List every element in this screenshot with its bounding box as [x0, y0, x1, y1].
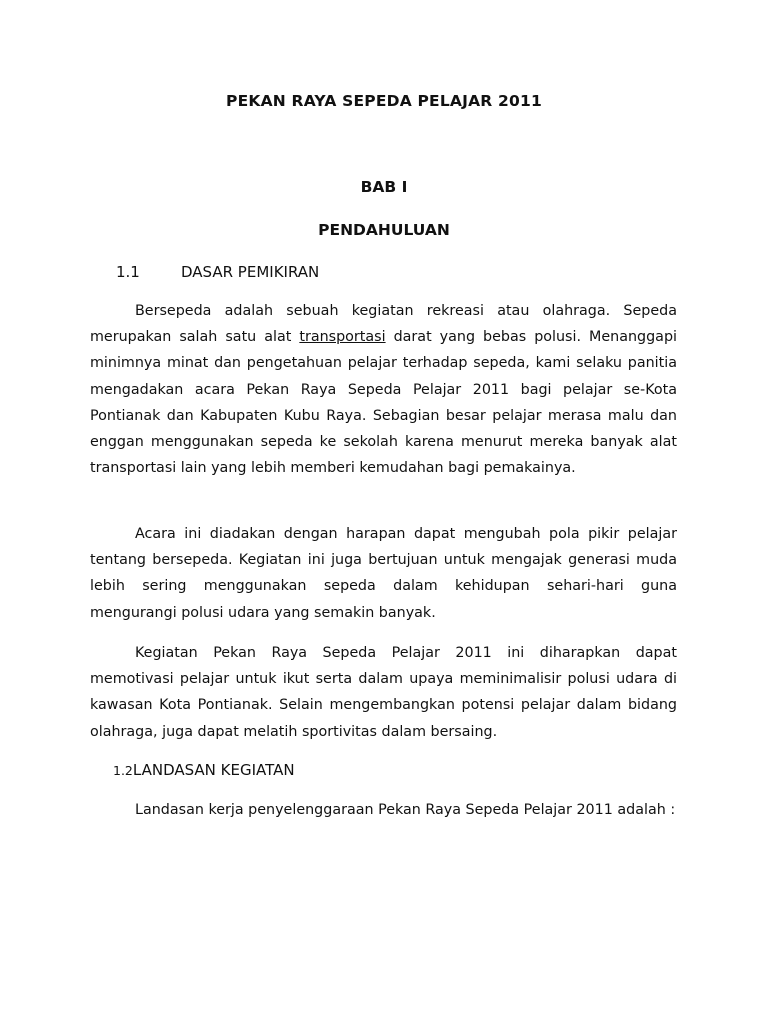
section-heading-dasar-pemikiran — [116, 261, 319, 283]
chapter-title: PENDAHULUAN — [318, 221, 450, 239]
section-title: DASAR PEMIKIRAN — [181, 263, 320, 281]
paragraph-3: Kegiatan Pekan Raya Sepeda Pelajar 2011 ini diharapkan dapat memotivasi pelajar untuk ikut serta dalam upaya meminimalisir polusi udara di kawasan Kota Pontianak. Selain mengembangkan potensi pelajar dalam bidang olahraga, juga dapat melatih sportivitas dalam bersaing. — [90, 645, 677, 740]
section-number: 1.2 — [113, 763, 133, 778]
paragraph-2: Acara ini diadakan dengan harapan dapat mengubah pola pikir pelajar tentang bersepeda. Kegiatan ini juga bertujuan untuk mengajak generasi muda lebih sering menggunakan sepeda dalam kehidupan sehari-hari guna mengurangi polusi udara yang semakin banyak. — [90, 526, 677, 621]
document-title: PEKAN RAYA SEPEDA PELAJAR 2011 — [226, 92, 542, 110]
paragraph-text: Bersepeda adalah sebuah kegiatan rekreasi atau olahraga. Sepeda merupakan salah satu alat — [90, 303, 677, 346]
paragraph-4: Landasan kerja penyelenggaraan Pekan Raya Sepeda Pelajar 2011 adalah : — [135, 802, 676, 818]
chapter-number: BAB I — [360, 178, 408, 196]
paragraph-1 — [90, 298, 677, 481]
section-heading-landasan-kegiatan — [113, 759, 295, 782]
transportasi-link[interactable]: transportasi — [299, 329, 386, 346]
paragraph-text: darat yang bebas polusi. Menanggapi minimnya minat dan pengetahuan pelajar terhadap sepeda, kami selaku panitia mengadakan acara Pekan Raya Sepeda Pelajar 2011 bagi pelajar se-Kota Pontianak dan Kabupaten Kubu Raya. Sebagian besar pelajar merasa malu dan enggan menggunakan sepeda ke sekolah karena menurut mereka banyak alat transportasi lain yang lebih memberi kemudahan bagi pemakainya. — [90, 329, 677, 477]
section-title: LANDASAN KEGIATAN — [132, 761, 295, 779]
section-number: 1.1 — [116, 263, 140, 281]
